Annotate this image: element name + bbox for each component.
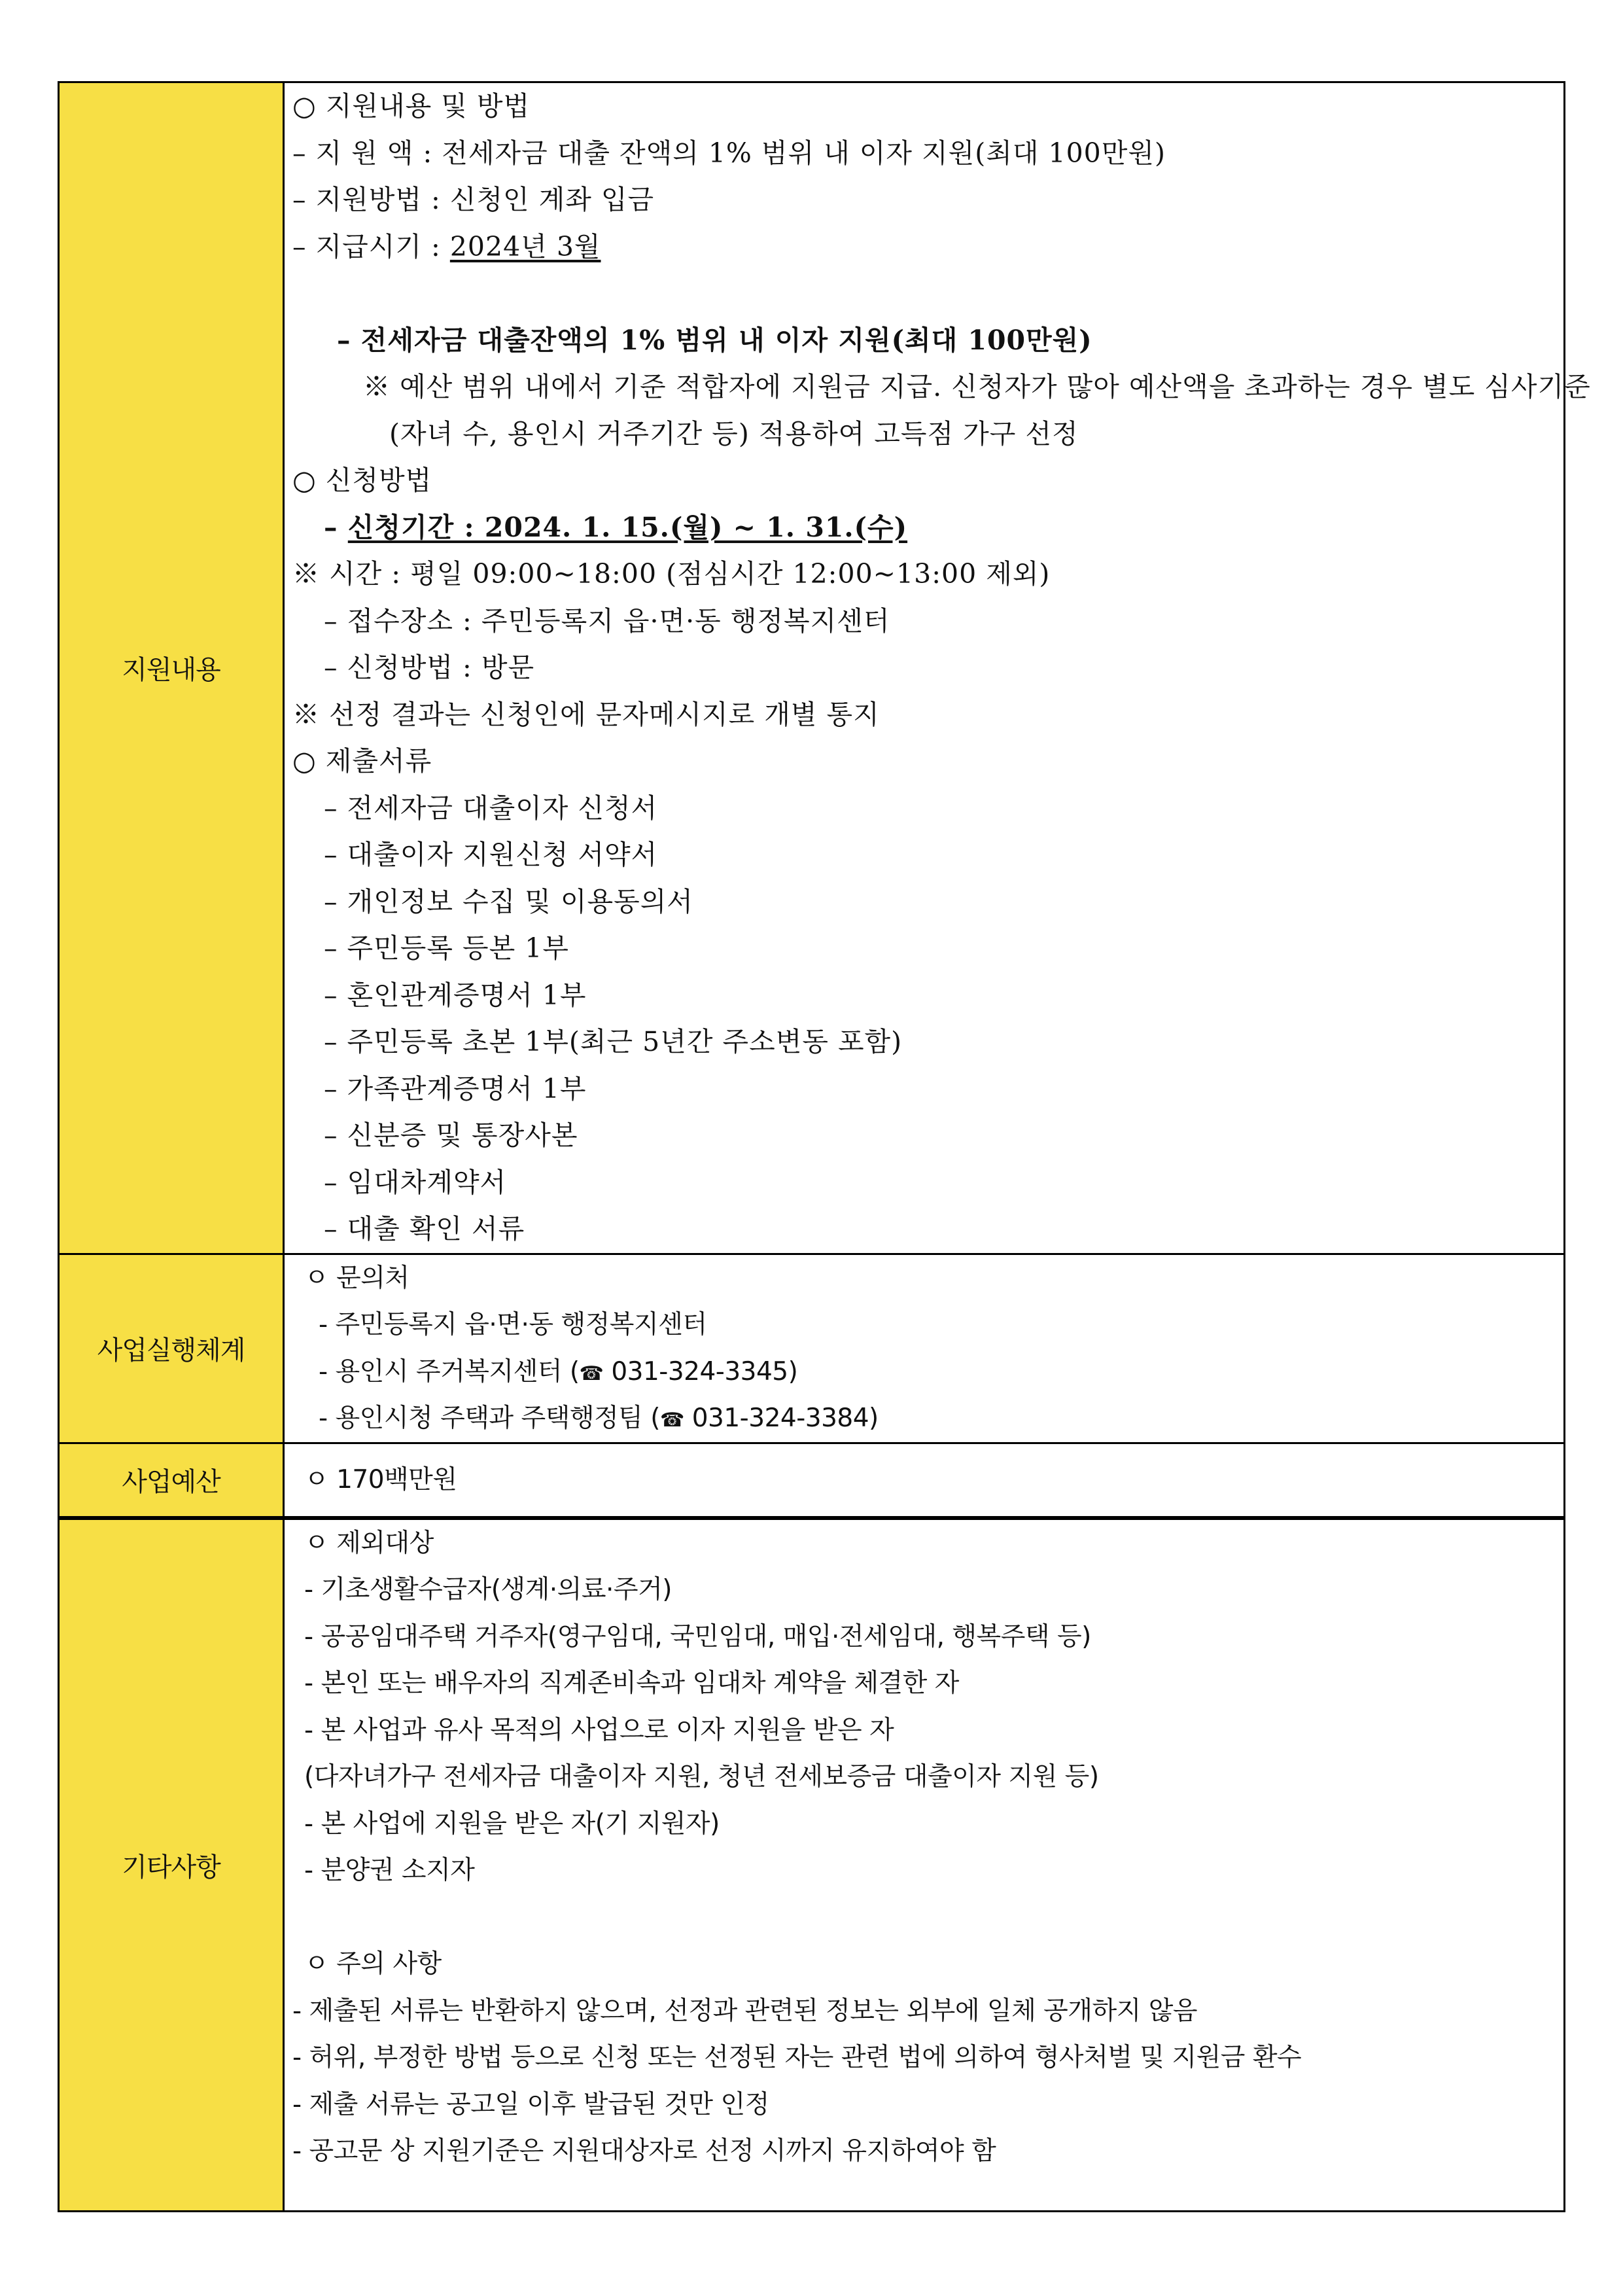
exclusion-item: - 분양권 소지자	[304, 1856, 475, 1885]
section-content-system	[284, 1254, 1565, 1443]
notice-table	[58, 81, 1591, 2212]
contact-city-name: - 용인시청 주택과 주택행정팀 (	[319, 1404, 660, 1433]
phone-icon: ☎	[579, 1362, 604, 1385]
document-item: – 가족관계증명서 1부	[324, 1072, 587, 1104]
caution-heading: ㅇ 주의 사항	[304, 1949, 442, 1979]
support-method-heading: ○ 지원내용 및 방법	[292, 90, 531, 122]
support-summary-line: – 전세자금 대출잔액의 1% 범위 내 이자 지원(최대 100만원)	[337, 324, 1092, 356]
document-item: – 대출이자 지원신청 서약서	[324, 839, 658, 870]
documents-heading: ○ 제출서류	[292, 745, 432, 777]
dash: –	[324, 511, 348, 543]
support-budget-note-cont: (자녀 수, 용인시 거주기간 등) 적용하여 고득점 가구 선정	[389, 417, 1079, 450]
section-system-row	[59, 1254, 1565, 1443]
exclusion-item: - 본인 또는 배우자의 직계존비속과 임대차 계약을 체결한 자	[304, 1669, 959, 1698]
contact-center-phone: 031-324-3345)	[603, 1356, 798, 1386]
section-label-budget: 사업예산	[59, 1443, 284, 1518]
apply-method-heading: ○ 신청방법	[292, 465, 432, 496]
section-label-support: 지원내용	[59, 82, 284, 1254]
apply-hours-line: ※ 시간 : 평일 09:00~18:00 (점심시간 12:00~13:00 제외)	[292, 558, 1051, 590]
section-support-row	[59, 82, 1565, 1254]
contact-city-phone: 031-324-3384)	[684, 1404, 879, 1433]
budget-value: ㅇ 170백만원	[304, 1464, 457, 1494]
section-label-system: 사업실행체계	[59, 1254, 284, 1443]
section-budget-row	[59, 1443, 1565, 1518]
contact-center-name: - 용인시 주거복지센터 (	[319, 1356, 580, 1386]
exclusion-item: - 본 사업과 유사 목적의 사업으로 이자 지원을 받은 자	[304, 1715, 894, 1745]
exclusion-item-note: (다자녀가구 전세자금 대출이자 지원, 청년 전세보증금 대출이자 지원 등)	[304, 1762, 1099, 1792]
exclusion-heading: ㅇ 제외대상	[304, 1528, 434, 1558]
section-content-budget	[284, 1443, 1565, 1518]
contact-item	[285, 1349, 1563, 1396]
document-item: – 대출 확인 서류	[324, 1213, 525, 1245]
apply-way-line: – 신청방법 : 방문	[324, 652, 535, 683]
spacer	[285, 270, 1563, 317]
document-item: – 신분증 및 통장사본	[324, 1120, 578, 1151]
exclusion-item: - 본 사업에 지원을 받은 자(기 지원자)	[304, 1809, 720, 1839]
caution-item: - 제출 서류는 공고일 이후 발급된 것만 인정	[292, 2089, 769, 2119]
support-timing-value: 2024년 3월	[449, 230, 601, 262]
section-label-other: 기타사항	[59, 1518, 284, 2212]
contact-heading: ㅇ 문의처	[304, 1263, 410, 1293]
caution-item: - 제출된 서류는 반환하지 않으며, 선정과 관련된 정보는 외부에 일체 공개하지 않음	[292, 1996, 1198, 2026]
apply-place-line: – 접수장소 : 주민등록지 읍·면·동 행정복지센터	[324, 605, 890, 637]
support-budget-note: ※ 예산 범위 내에서 기준 적합자에 지원금 지급. 신청자가 많아 예산액을 초과하는 경우 별도 심사기준	[363, 371, 1591, 402]
document-item: – 임대차계약서	[324, 1166, 507, 1198]
apply-period-line	[285, 504, 1563, 552]
spacer	[285, 1894, 1563, 1941]
phone-icon: ☎	[659, 1409, 684, 1432]
document-item: – 주민등록 등본 1부	[324, 932, 569, 964]
document-item: – 주민등록 초본 1부(최근 5년간 주소변동 포함)	[324, 1026, 903, 1057]
section-content-other	[284, 1518, 1565, 2212]
apply-period-value: 신청기간 : 2024. 1. 15.(월) ~ 1. 31.(수)	[347, 511, 908, 543]
support-timing-prefix: – 지급시기 :	[292, 230, 450, 262]
contact-item: - 주민등록지 읍·면·동 행정복지센터	[319, 1310, 707, 1339]
document-item: – 혼인관계증명서 1부	[324, 979, 587, 1011]
document-item: – 전세자금 대출이자 신청서	[324, 792, 658, 824]
exclusion-item: - 기초생활수급자(생계·의료·주거)	[304, 1575, 672, 1604]
support-amount-line: – 지 원 액 : 전세자금 대출 잔액의 1% 범위 내 이자 지원(최대 100만원)	[292, 137, 1166, 169]
caution-item: - 공고문 상 지원기준은 지원대상자로 선정 시까지 유지하여야 함	[292, 2136, 996, 2166]
support-payment-line: – 지원방법 : 신청인 계좌 입금	[292, 184, 655, 215]
caution-item: - 허위, 부정한 방법 등으로 신청 또는 선정된 자는 관련 법에 의하여 형사처벌 및 지원금 환수	[292, 2043, 1302, 2072]
result-notice-line: ※ 선정 결과는 신청인에 문자메시지로 개별 통지	[292, 698, 880, 730]
section-content-support	[284, 82, 1591, 1254]
exclusion-item: - 공공임대주택 거주자(영구임대, 국민임대, 매입·전세임대, 행복주택 등)	[304, 1621, 1091, 1651]
support-timing-line	[285, 224, 1563, 271]
document-item: – 개인정보 수집 및 이용동의서	[324, 885, 693, 917]
contact-item	[285, 1395, 1563, 1442]
section-other-row	[59, 1518, 1565, 2212]
